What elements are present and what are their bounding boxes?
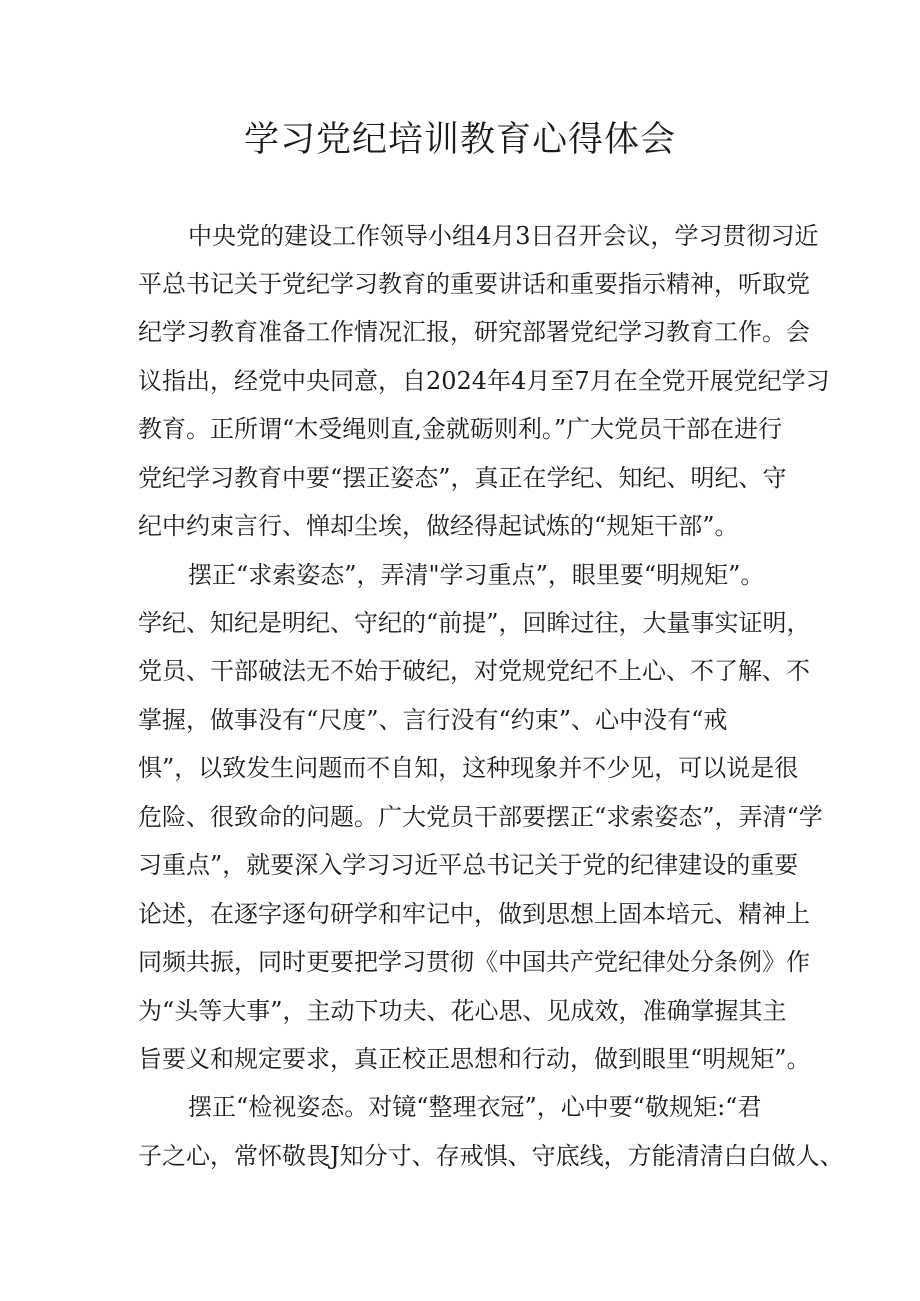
body-line: 中央党的建设工作领导小组4月3日召开会议，学习贯彻习近 bbox=[188, 222, 819, 250]
body-line: 纪学习教育准备工作情况汇报，研究部署党纪学习教育工作。会 bbox=[138, 318, 810, 346]
document-title: 学习党纪培训教育心得体会 bbox=[243, 120, 676, 160]
body-line: 学纪、知纪是明纪、守纪的“前提”，回眸过往，大量事实证明， bbox=[138, 609, 811, 637]
body-line: 旨要义和规定要求，真正校正思想和行动，做到眼里“明规矩”。 bbox=[138, 1045, 811, 1073]
body-line: 摆正“检视姿态。对镜“整理衣冠”，心中要“敬规矩:“君 bbox=[188, 1093, 762, 1121]
body-line: 危险、很致命的问题。广大党员干部要摆正“求索姿态”，弄清“学 bbox=[138, 803, 823, 831]
body-line: 平总书记关于党纪学习教育的重要讲话和重要指示精神，听取党 bbox=[138, 270, 810, 298]
body-line: 掌握，做事没有“尺度”、言行没有“约束”、心中没有“戒 bbox=[138, 706, 728, 734]
body-line: 惧”，以致发生问题而不自知，这种现象并不少见，可以说是很 bbox=[138, 754, 799, 782]
body-line: 为“头等大事”，主动下功夫、花心思、见成效，准确掌握其主 bbox=[138, 997, 787, 1025]
body-line: 同频共振，同时更要把学习贯彻《中国共产党纪律处分条例》作 bbox=[138, 948, 810, 976]
body-line: 子之心，常怀敬畏J知分寸、存戒惧、守底线，方能清清白白做人、 bbox=[138, 1142, 844, 1170]
body-line: 教育。正所谓“木受绳则直,金就砺则利。”广大党员干部在进行 bbox=[138, 415, 783, 443]
body-line: 议指出，经党中央同意，自2024年4月至7月在全党开展党纪学习 bbox=[138, 367, 830, 395]
body-line: 党员、干部破法无不始于破纪，对党规党纪不上心、不了解、不 bbox=[138, 657, 810, 685]
body-line: 党纪学习教育中要“摆正姿态”，真正在学纪、知纪、明纪、守 bbox=[138, 464, 787, 492]
body-line: 论述，在逐字逐句研学和牢记中，做到思想上固本培元、精神上 bbox=[138, 900, 810, 928]
body-line: 摆正“求索姿态”，弄清"学习重点”，眼里要“明规矩”。 bbox=[188, 561, 765, 589]
body-line: 纪中约束言行、惮却尘埃，做经得起试炼的“规矩干部”。 bbox=[138, 512, 739, 540]
body-line: 习重点”，就要深入学习习近平总书记关于党的纪律建设的重要 bbox=[138, 851, 799, 879]
